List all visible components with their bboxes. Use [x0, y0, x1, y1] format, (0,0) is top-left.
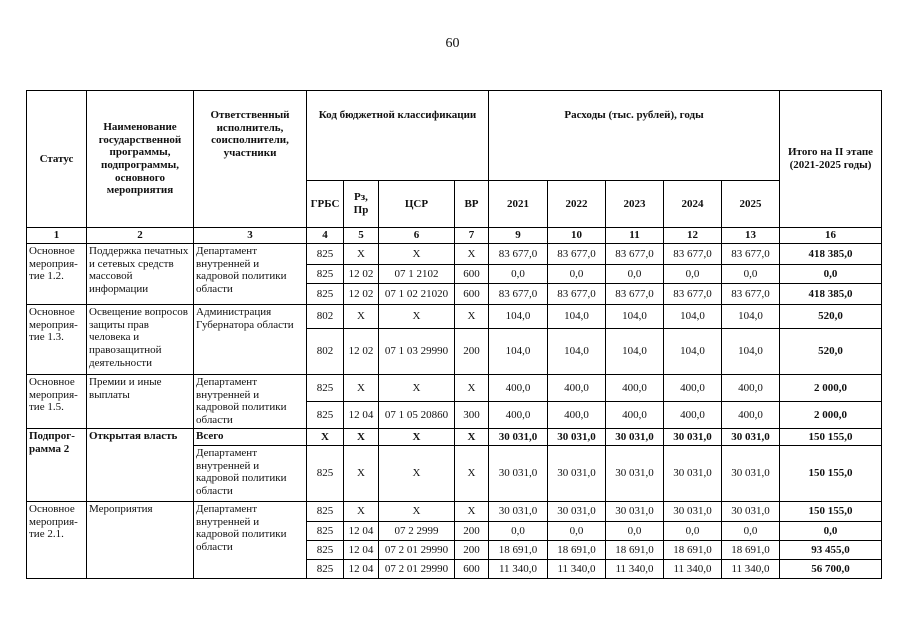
- expense-cell: 11 340,0: [606, 560, 664, 579]
- executor-cell: Всего: [194, 429, 307, 446]
- executor-cell: Департамент внутренней и кадровой политики области: [194, 244, 307, 305]
- expense-cell: 11 340,0: [489, 560, 548, 579]
- column-number: 1: [27, 228, 87, 244]
- expense-cell: 30 031,0: [606, 429, 664, 446]
- status-cell: Подпрог-рамма 2: [27, 429, 87, 502]
- expense-cell: 400,0: [489, 375, 548, 402]
- expense-cell: 0,0: [722, 265, 780, 284]
- grbs-cell: 825: [307, 522, 344, 541]
- expense-cell: 104,0: [489, 329, 548, 375]
- rzpr-cell: X: [344, 446, 379, 502]
- column-number: 11: [606, 228, 664, 244]
- expense-cell: 104,0: [606, 305, 664, 329]
- expense-cell: 0,0: [489, 522, 548, 541]
- header-rzpr: Рз, Пр: [344, 181, 379, 228]
- total-cell: 2 000,0: [780, 375, 882, 402]
- csr-cell: X: [379, 305, 455, 329]
- expense-cell: 30 031,0: [489, 429, 548, 446]
- expense-cell: 400,0: [722, 402, 780, 429]
- executor-cell: Департамент внутренней и кадровой политики области: [194, 446, 307, 502]
- column-number: 13: [722, 228, 780, 244]
- expense-cell: 30 031,0: [489, 446, 548, 502]
- expense-cell: 83 677,0: [489, 244, 548, 265]
- expense-cell: 400,0: [722, 375, 780, 402]
- expense-cell: 400,0: [606, 375, 664, 402]
- expense-cell: 104,0: [606, 329, 664, 375]
- grbs-cell: 825: [307, 541, 344, 560]
- expense-cell: 30 031,0: [722, 446, 780, 502]
- rzpr-cell: X: [344, 429, 379, 446]
- expense-cell: 83 677,0: [548, 244, 606, 265]
- expense-cell: 83 677,0: [664, 244, 722, 265]
- column-number: 9: [489, 228, 548, 244]
- header-year: 2021: [489, 181, 548, 228]
- rzpr-cell: X: [344, 502, 379, 522]
- header-total: Итого на II этапе (2021-2025 годы): [780, 91, 882, 228]
- rzpr-cell: 12 02: [344, 329, 379, 375]
- total-cell: 93 455,0: [780, 541, 882, 560]
- program-cell: Мероприятия: [87, 502, 194, 579]
- grbs-cell: 825: [307, 265, 344, 284]
- csr-cell: X: [379, 446, 455, 502]
- table-row: [27, 429, 882, 446]
- vr-cell: X: [455, 502, 489, 522]
- expense-cell: 400,0: [664, 402, 722, 429]
- rzpr-cell: 12 04: [344, 402, 379, 429]
- grbs-cell: 825: [307, 375, 344, 402]
- vr-cell: 200: [455, 329, 489, 375]
- expense-cell: 11 340,0: [548, 560, 606, 579]
- expense-cell: 11 340,0: [664, 560, 722, 579]
- csr-cell: X: [379, 244, 455, 265]
- expense-cell: 11 340,0: [722, 560, 780, 579]
- column-number: 6: [379, 228, 455, 244]
- expense-cell: 104,0: [722, 305, 780, 329]
- vr-cell: X: [455, 244, 489, 265]
- grbs-cell: X: [307, 429, 344, 446]
- table-body: [27, 228, 882, 579]
- table-row: [27, 305, 882, 329]
- expense-cell: 30 031,0: [664, 446, 722, 502]
- vr-cell: 300: [455, 402, 489, 429]
- total-cell: 56 700,0: [780, 560, 882, 579]
- table-row: [27, 375, 882, 402]
- program-cell: Поддержка печатных и сетевых средств массовой информации: [87, 244, 194, 305]
- budget-table: [26, 90, 882, 579]
- column-number: 4: [307, 228, 344, 244]
- expense-cell: 400,0: [548, 402, 606, 429]
- expense-cell: 0,0: [722, 522, 780, 541]
- table-row: [27, 244, 882, 265]
- expense-cell: 18 691,0: [664, 541, 722, 560]
- expense-cell: 18 691,0: [489, 541, 548, 560]
- total-cell: 520,0: [780, 305, 882, 329]
- csr-cell: 07 1 02 21020: [379, 284, 455, 305]
- expense-cell: 30 031,0: [664, 429, 722, 446]
- grbs-cell: 825: [307, 402, 344, 429]
- grbs-cell: 825: [307, 560, 344, 579]
- grbs-cell: 825: [307, 502, 344, 522]
- header-expenses: Расходы (тыс. рублей), годы: [489, 91, 780, 181]
- header-executor: Ответственный исполнитель, соисполнители, участники: [194, 91, 307, 228]
- column-number: 5: [344, 228, 379, 244]
- expense-cell: 30 031,0: [489, 502, 548, 522]
- program-cell: Премии и иные выплаты: [87, 375, 194, 429]
- expense-cell: 0,0: [664, 265, 722, 284]
- vr-cell: X: [455, 429, 489, 446]
- column-number: 7: [455, 228, 489, 244]
- executor-cell: Департамент внутренней и кадровой политики области: [194, 502, 307, 579]
- expense-cell: 400,0: [664, 375, 722, 402]
- expense-cell: 400,0: [548, 375, 606, 402]
- grbs-cell: 802: [307, 329, 344, 375]
- csr-cell: 07 2 01 29990: [379, 560, 455, 579]
- expense-cell: 104,0: [664, 305, 722, 329]
- expense-cell: 83 677,0: [489, 284, 548, 305]
- header-program: Наименование государственной программы, подпрограммы, основного мероприятия: [87, 91, 194, 228]
- expense-cell: 30 031,0: [548, 446, 606, 502]
- expense-cell: 83 677,0: [548, 284, 606, 305]
- rzpr-cell: X: [344, 305, 379, 329]
- expense-cell: 400,0: [489, 402, 548, 429]
- vr-cell: 600: [455, 284, 489, 305]
- expense-cell: 83 677,0: [606, 244, 664, 265]
- expense-cell: 30 031,0: [548, 429, 606, 446]
- page-number: 60: [445, 36, 460, 51]
- expense-cell: 104,0: [548, 329, 606, 375]
- status-cell: Основное мероприя-тие 1.3.: [27, 305, 87, 375]
- csr-cell: 07 1 03 29990: [379, 329, 455, 375]
- expense-cell: 104,0: [489, 305, 548, 329]
- table-row: [27, 502, 882, 522]
- expense-cell: 0,0: [664, 522, 722, 541]
- expense-cell: 30 031,0: [722, 429, 780, 446]
- column-number: 2: [87, 228, 194, 244]
- grbs-cell: 825: [307, 244, 344, 265]
- total-cell: 418 385,0: [780, 284, 882, 305]
- grbs-cell: 802: [307, 305, 344, 329]
- rzpr-cell: 12 04: [344, 560, 379, 579]
- expense-cell: 0,0: [548, 522, 606, 541]
- expense-cell: 0,0: [606, 265, 664, 284]
- grbs-cell: 825: [307, 446, 344, 502]
- expense-cell: 104,0: [548, 305, 606, 329]
- executor-cell: Департамент внутренней и кадровой политики области: [194, 375, 307, 429]
- expense-cell: 18 691,0: [722, 541, 780, 560]
- rzpr-cell: X: [344, 244, 379, 265]
- total-cell: 0,0: [780, 522, 882, 541]
- csr-cell: 07 2 2999: [379, 522, 455, 541]
- program-cell: Освещение вопросов защиты прав человека и правозащитной деятельности: [87, 305, 194, 375]
- expense-cell: 83 677,0: [664, 284, 722, 305]
- header-year: 2025: [722, 181, 780, 228]
- rzpr-cell: 12 02: [344, 265, 379, 284]
- header-kbk: Код бюджетной классификации: [307, 91, 489, 181]
- expense-cell: 30 031,0: [548, 502, 606, 522]
- vr-cell: 600: [455, 560, 489, 579]
- column-number: 12: [664, 228, 722, 244]
- expense-cell: 30 031,0: [606, 446, 664, 502]
- header-status: Статус: [27, 91, 87, 228]
- csr-cell: 07 1 2102: [379, 265, 455, 284]
- csr-cell: X: [379, 502, 455, 522]
- total-cell: 150 155,0: [780, 429, 882, 446]
- total-cell: 150 155,0: [780, 502, 882, 522]
- total-cell: 2 000,0: [780, 402, 882, 429]
- status-cell: Основное мероприя-тие 2.1.: [27, 502, 87, 579]
- expense-cell: 18 691,0: [548, 541, 606, 560]
- total-cell: 0,0: [780, 265, 882, 284]
- expense-cell: 83 677,0: [722, 244, 780, 265]
- expense-cell: 0,0: [489, 265, 548, 284]
- status-cell: Основное мероприя-тие 1.5.: [27, 375, 87, 429]
- expense-cell: 104,0: [664, 329, 722, 375]
- executor-cell: Администрация Губернатора области: [194, 305, 307, 375]
- column-number: 16: [780, 228, 882, 244]
- total-cell: 150 155,0: [780, 446, 882, 502]
- expense-cell: 400,0: [606, 402, 664, 429]
- grbs-cell: 825: [307, 284, 344, 305]
- header-year: 2024: [664, 181, 722, 228]
- column-number: 10: [548, 228, 606, 244]
- total-cell: 418 385,0: [780, 244, 882, 265]
- expense-cell: 104,0: [722, 329, 780, 375]
- expense-cell: 0,0: [548, 265, 606, 284]
- vr-cell: 200: [455, 541, 489, 560]
- header-grbs: ГРБС: [307, 181, 344, 228]
- rzpr-cell: 12 02: [344, 284, 379, 305]
- expense-cell: 0,0: [606, 522, 664, 541]
- vr-cell: X: [455, 375, 489, 402]
- header-vr: ВР: [455, 181, 489, 228]
- csr-cell: X: [379, 375, 455, 402]
- total-cell: 520,0: [780, 329, 882, 375]
- expense-cell: 18 691,0: [606, 541, 664, 560]
- rzpr-cell: X: [344, 375, 379, 402]
- expense-cell: 30 031,0: [664, 502, 722, 522]
- rzpr-cell: 12 04: [344, 522, 379, 541]
- csr-cell: X: [379, 429, 455, 446]
- expense-cell: 83 677,0: [606, 284, 664, 305]
- expense-cell: 83 677,0: [722, 284, 780, 305]
- expense-cell: 30 031,0: [722, 502, 780, 522]
- vr-cell: X: [455, 446, 489, 502]
- expense-cell: 30 031,0: [606, 502, 664, 522]
- vr-cell: 600: [455, 265, 489, 284]
- vr-cell: 200: [455, 522, 489, 541]
- vr-cell: X: [455, 305, 489, 329]
- header-csr: ЦСР: [379, 181, 455, 228]
- header-year: 2023: [606, 181, 664, 228]
- program-cell: Открытая власть: [87, 429, 194, 502]
- header-year: 2022: [548, 181, 606, 228]
- status-cell: Основное мероприя-тие 1.2.: [27, 244, 87, 305]
- column-number: 3: [194, 228, 307, 244]
- csr-cell: 07 1 05 20860: [379, 402, 455, 429]
- rzpr-cell: 12 04: [344, 541, 379, 560]
- csr-cell: 07 2 01 29990: [379, 541, 455, 560]
- column-number-row: [27, 228, 882, 244]
